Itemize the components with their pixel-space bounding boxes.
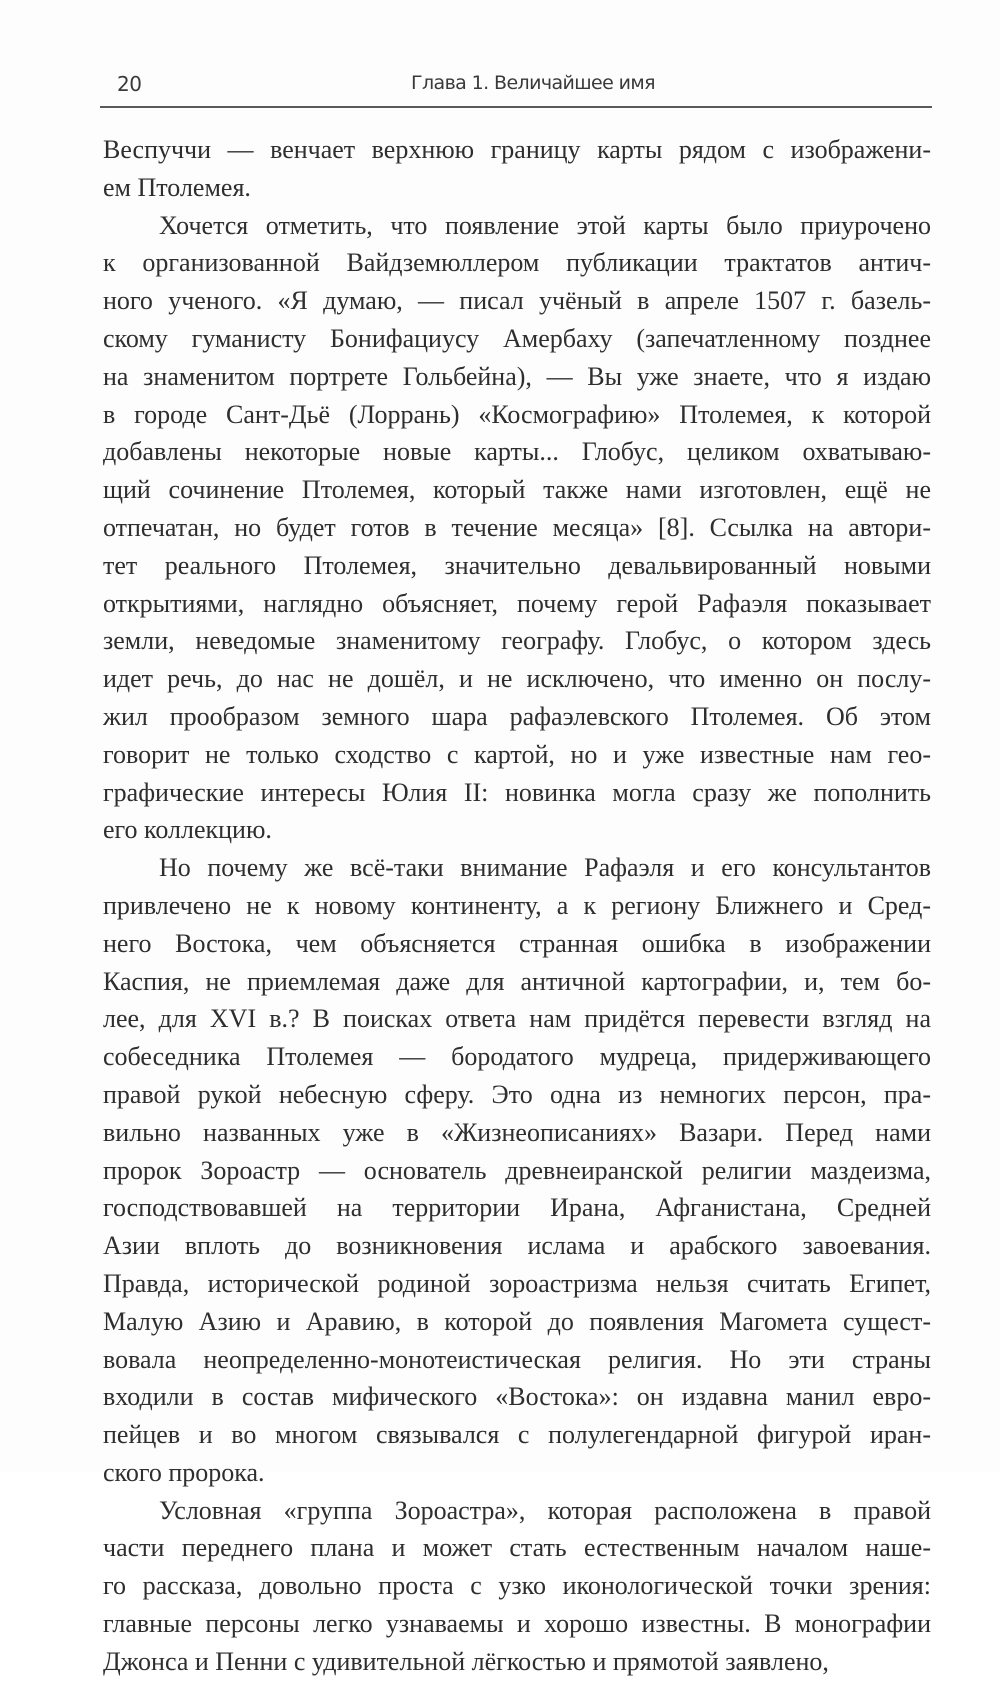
body-text	[103, 131, 931, 1681]
paragraph	[103, 849, 931, 1492]
text-line: Правда, исторической родиной зороастризма нельзя считать Египет,	[103, 1268, 931, 1298]
text-line: привлечено не к новому континенту, а к региону Ближнего и Сред-	[103, 890, 931, 920]
text-line: земли, неведомые знаменитому географу. Глобус, о котором здесь	[103, 626, 931, 656]
text-line: вовала неопределенно-монотеистическая религия. Но эти страны	[103, 1344, 931, 1374]
text-line: скому гуманисту Бонифациусу Амербаху (запечатленному позднее	[103, 323, 931, 353]
text-line: Но почему же всё-таки внимание Рафаэля и его консультантов	[159, 853, 931, 883]
text-line: части переднего плана и может стать естественным началом наше-	[103, 1533, 931, 1563]
text-line: его коллекцию.	[103, 815, 272, 845]
header-rule	[100, 106, 932, 108]
page-number: 20	[117, 72, 142, 96]
text-line: пророк Зороастр — основатель древнеиранской религии маздеизма,	[103, 1155, 931, 1185]
text-line: открытиями, наглядно объясняет, почему герой Рафаэля показывает	[103, 588, 931, 618]
text-line: входили в состав мифического «Востока»: он издавна манил евро-	[103, 1382, 931, 1412]
text-line: него Востока, чем объясняется странная ошибка в изображении	[103, 928, 931, 958]
text-line: добавлены некоторые новые карты... Глобус, целиком охватываю-	[103, 437, 931, 467]
text-line: ского пророка.	[103, 1457, 265, 1487]
text-line: графические интересы Юлия II: новинка могла сразу же пополнить	[103, 777, 931, 807]
text-line: говорит не только сходство с картой, но и уже известные нам гео-	[103, 739, 931, 769]
text-line: главные персоны легко узнаваемы и хорошо известны. В монографии	[103, 1609, 931, 1639]
text-line: ем Птолемея.	[103, 172, 251, 202]
text-line: идет речь, до нас не дошёл, и не исключено, что именно он послу-	[103, 664, 931, 694]
text-line: щий сочинение Птолемея, который также нами изготовлен, ещё не	[103, 475, 931, 505]
text-line: собеседника Птолемея — бородатого мудреца, придерживающего	[103, 1042, 931, 1072]
text-line: тет реального Птолемея, значительно девальвированный новыми	[103, 550, 931, 580]
text-line: Условная «группа Зороастра», которая расположена в правой	[159, 1495, 931, 1525]
text-line: го рассказа, довольно проста с узко иконологической точки зрения:	[103, 1571, 931, 1601]
paragraph	[103, 207, 931, 850]
text-line: пейцев и во многом связывался с полулегендарной фигурой иран-	[103, 1420, 931, 1450]
running-head: Глава 1. Величайшее имя	[411, 72, 655, 94]
text-line: Хочется отметить, что появление этой карты было приурочено	[159, 210, 931, 240]
text-line: вильно названных уже в «Жизнеописаниях» Вазари. Перед нами	[103, 1117, 931, 1147]
text-line: ного ученого. «Я думаю, — писал учёный в апреле 1507 г. базель-	[103, 286, 931, 316]
text-line: лее, для XVI в.? В поисках ответа нам придётся перевести взгляд на	[103, 1004, 931, 1034]
text-line: Малую Азию и Аравию, в которой до появления Магомета сущест-	[103, 1306, 931, 1336]
text-line: на знаменитом портрете Гольбейна), — Вы уже знаете, что я издаю	[103, 361, 931, 391]
paragraph	[103, 131, 931, 207]
text-line: Азии вплоть до возникновения ислама и арабского завоевания.	[103, 1231, 931, 1261]
text-line: жил прообразом земного шара рафаэлевского Птолемея. Об этом	[103, 701, 931, 731]
text-line: отпечатан, но будет готов в течение месяца» [8]. Ссылка на автори-	[103, 512, 931, 542]
paragraph	[103, 1492, 931, 1681]
text-line: господствовавшей на территории Ирана, Афганистана, Средней	[103, 1193, 931, 1223]
text-line: Каспия, не приемлемая даже для античной картографии, и, тем бо-	[103, 966, 931, 996]
text-line: Джонса и Пенни с удивительной лёгкостью и прямотой заявлено,	[103, 1646, 829, 1676]
page-header	[103, 72, 933, 106]
text-line: к организованной Вайдземюллером публикации трактатов антич-	[103, 248, 931, 278]
text-line: правой рукой небесную сферу. Это одна из немногих персон, пра-	[103, 1079, 931, 1109]
text-line: Веспуччи — венчает верхнюю границу карты рядом с изображени-	[103, 135, 931, 164]
text-line: в городе Сант-Дьё (Лоррань) «Космографию» Птолемея, к которой	[103, 399, 931, 429]
